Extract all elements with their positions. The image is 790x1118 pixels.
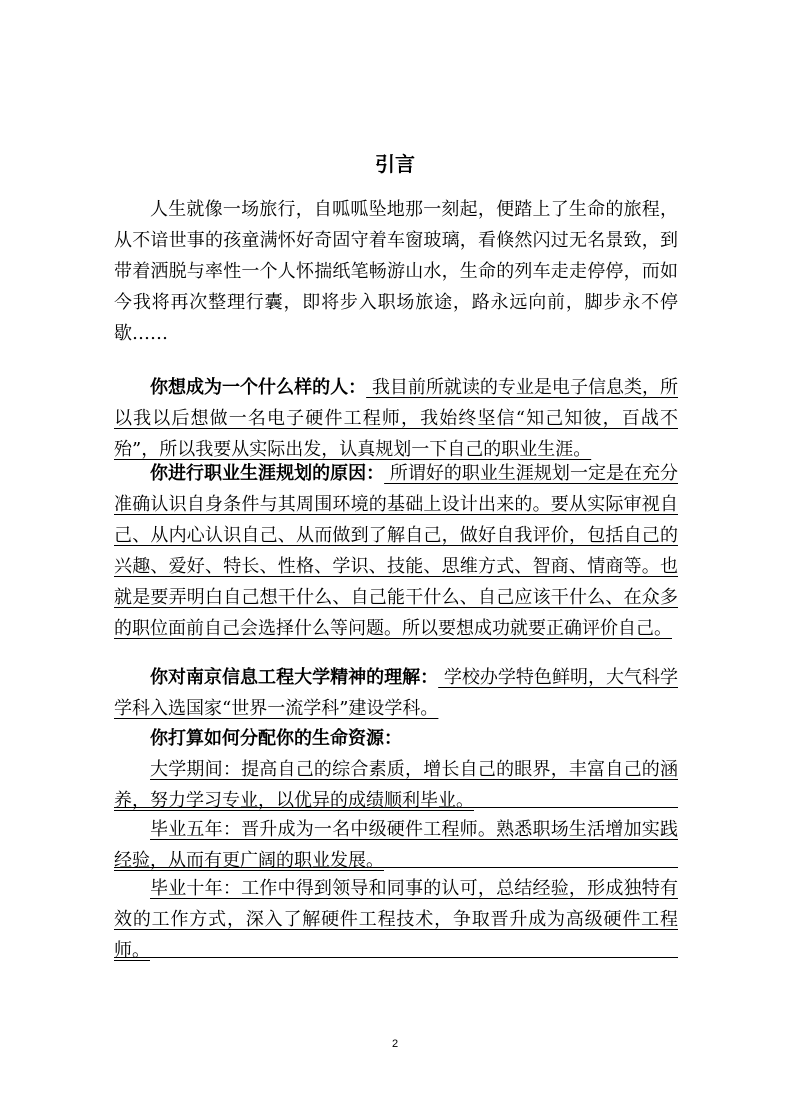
section-planning-reason xyxy=(114,458,678,644)
answer-text: 所谓好的职业生涯规划一定是在充分准确认识自身条件与其周围环境的基础上设计出来的。要从实际审视自己、从内心认识自己、从而做到了解自己，做好自我评价，包括自己的兴趣、爱好、特长、性格、学识、技能、思维方式、智商、情商等。也就是要弄明白自己想干什么、自己能干什么、自己应该干什么、在众多的职位面前自己会选择什么等问题。所以要想成功就要正确评价自己。 xyxy=(114,463,678,639)
plan-text: 毕业五年：晋升成为一名中级硬件工程师。熟悉职场生活增加实践经验，从而有更广阔的职业发展。 xyxy=(114,819,678,871)
divider-line xyxy=(114,867,678,868)
page-title: 引言 xyxy=(375,152,415,176)
divider-line xyxy=(114,957,678,958)
page-number: 2 xyxy=(391,1038,399,1050)
question-label: 你想成为一个什么样的人： xyxy=(150,377,367,398)
section-life-resources xyxy=(114,723,678,754)
plan-text: 毕业十年：工作中得到领导和同事的认可，总结经验，形成独特有效的工作方式，深入了解硬件工程技术，争取晋升成为高级硬件工程师。 xyxy=(114,878,678,961)
question-label: 你打算如何分配你的生命资源： xyxy=(150,728,402,749)
divider-line xyxy=(114,807,678,808)
section-university-spirit xyxy=(114,662,678,724)
question-label: 你进行职业生涯规划的原因： xyxy=(150,463,385,484)
question-label: 你对南京信息工程大学精神的理解： xyxy=(150,667,439,688)
answer-text: 我目前所就读的专业是电子信息类，所以我以后想做一名电子硬件工程师，我始终坚信“知己知彼，百战不殆”，所以我要从实际出发，认真规划一下自己的职业生涯。 xyxy=(114,377,678,460)
intro-paragraph: 人生就像一场旅行，自呱呱坠地那一刻起，便踏上了生命的旅程，从不谙世事的孩童满怀好奇固守着车窗玻璃，看倏然闪过无名景致，到带着洒脱与率性一个人怀揣纸笔畅游山水，生命的列车走走停停，而如今我将再次整理行囊，即将步入职场旅途，路永远向前，脚步永不停歇…… xyxy=(114,199,678,344)
answer-text: 学校办学特色鲜明，大气科学学科入选国家“世界一流学科”建设学科。 xyxy=(114,667,678,719)
plan-text: 大学期间：提高自己的综合素质，增长自己的眼界，丰富自己的涵养，努力学习专业，以优异的成绩顺利毕业。 xyxy=(114,759,678,811)
section-career-goal xyxy=(114,372,678,465)
plan-item xyxy=(114,873,678,966)
